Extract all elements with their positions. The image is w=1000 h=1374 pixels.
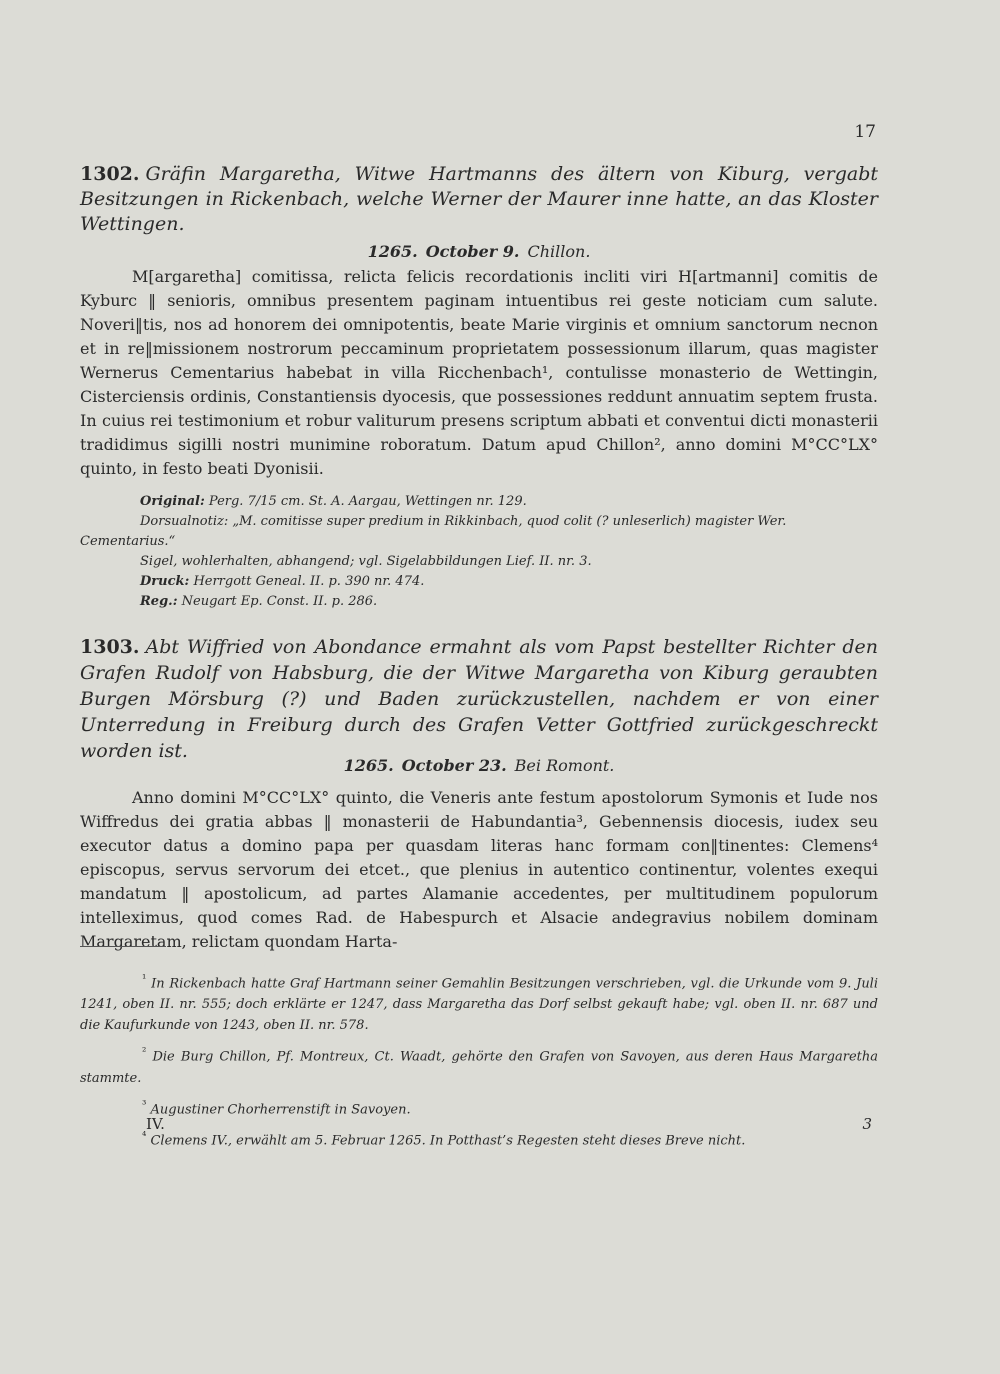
footnotes xyxy=(80,968,878,1156)
signature-volume: IV. xyxy=(146,1115,165,1133)
footnote-rule xyxy=(80,946,166,947)
doc-1303-heading xyxy=(80,634,878,764)
signature-sheet: 3 xyxy=(862,1115,872,1133)
note-reg: Reg.: Neugart Ep. Const. II. p. 286. xyxy=(140,594,378,609)
doc-1302-notes xyxy=(80,492,878,612)
doc-1302-place: Chillon. xyxy=(527,242,591,261)
footnote-4: $^{^4}$ Clemens IV., erwählt am 5. Februar 1265. In Potthast’s Regesten steht dieses Breve nicht. xyxy=(142,1128,746,1149)
footnote-3: $^{^3}$ Augustiner Chorherrenstift in Savoyen. xyxy=(142,1097,411,1117)
doc-1302-heading xyxy=(80,162,878,237)
doc-1303-text: Anno domini M°CC°LX° quinto, die Veneris ante festum apostolorum Symonis et Iude nos Wiffredus dei gratia abbas ‖ monasterii de Habundantia³, Gebennensis diocesis, iudex seu executor datus a domino papa per quasdam literas hanc formam con‖tinentes: Clemens⁴ episcopus, servus servorum dei etcet., que plenius in autentico continentur, volentes exequi mandatum ‖ apostolicum, ad partes Alamanie accedentes, per multitudinem populorum intelleximus, quod comes Rad. de Habespurch et Alsacie andegravius nobilem dominam Margaretam, relictam quondam Harta- xyxy=(80,788,878,951)
doc-1302-heading-text: Gräfin Margaretha, Witwe Hartmanns des ältern von Kiburg, vergabt Besitzungen in Rickenbach, welche Werner der Maurer inne hatte, an das Kloster Wettingen. xyxy=(80,163,878,235)
page-number: 17 xyxy=(854,122,876,142)
doc-1303-dateline xyxy=(80,756,878,775)
doc-1302-text: M[argaretha] comitissa, relicta felicis recordationis incliti viri H[artmanni] comitis de Kyburc ‖ senioris, omnibus presentem paginam intuentibus rei geste noticiam cum salute. Noveri‖tis, nos ad honorem dei omnipotentis, beate Marie virginis et omnium sanctorum necnon et in re‖missionem nostrorum peccaminum proprietatem possessionum illarum, quas magister Wernerus Cementarius habebat in villa Ricchenbach¹, contulisse monasterio de Wettingin, Cisterciensis ordinis, Constantiensis dyocesis, que possessiones reddunt annuatim septem frusta. In cuius rei testimonium et robur valiturum presens scriptum abbati et conventui dicti monasterii tradidimus sigilli nostri munimine roboratum. Datum apud Chillon², anno domini M°CC°LX° quinto, in festo beati Dyonisii. xyxy=(80,267,878,478)
footnote-1: $^{^1}$ In Rickenbach hatte Graf Hartmann seiner Gemahlin Besitzungen verschrieben, vgl. die Urkunde vom 9. Juli 1241, oben II. nr. 555; doch erklärte er 1247, dass Margaretha das Dorf selbst gekauft habe; vgl. oben II. nr. 687 und die Kaufurkunde von 1243, oben II. nr. 578. xyxy=(80,972,879,1034)
note-print: Druck: Herrgott Geneal. II. p. 390 nr. 474. xyxy=(140,574,425,589)
doc-1302-year: 1265. xyxy=(367,242,418,261)
note-seal: Sigel, wohlerhalten, abhangend; vgl. Sigelabbildungen Lief. II. nr. 3. xyxy=(140,554,592,569)
note-dorsual-cont: Cementarius.“ xyxy=(80,534,176,549)
doc-1303-month: October 23. xyxy=(401,756,507,775)
doc-1303-number: 1303. xyxy=(80,636,140,658)
doc-1303-place: Bei Romont. xyxy=(514,756,615,775)
note-original: Original: Perg. 7/15 cm. St. A. Aargau, Wettingen nr. 129. xyxy=(140,494,527,509)
doc-1303-heading-text: Abt Wiffried von Abondance ermahnt als vom Papst bestellter Richter den Grafen Rudolf von Habsburg, die der Witwe Margaretha von Kiburg geraubten Burgen Mörsburg (?) und Baden zurückzustellen, nachdem er von einer Unterredung in Freiburg durch des Grafen Vetter Gottfried zurückgeschreckt worden ist. xyxy=(80,636,878,762)
doc-1302-month: October 9. xyxy=(425,242,520,261)
footnote-2: $^{^2}$ Die Burg Chillon, Pf. Montreux, Ct. Waadt, gehörte den Grafen von Savoyen, aus deren Haus Margaretha stammte. xyxy=(80,1045,878,1086)
doc-1302-number: 1302. xyxy=(80,163,140,185)
doc-1303-year: 1265. xyxy=(343,756,394,775)
doc-1302-dateline xyxy=(80,242,878,261)
note-dorsual: Dorsualnotiz: „M. comitisse super predium in Rikkinbach, quod colit (? unleserlich) magister Wer. xyxy=(140,514,787,529)
